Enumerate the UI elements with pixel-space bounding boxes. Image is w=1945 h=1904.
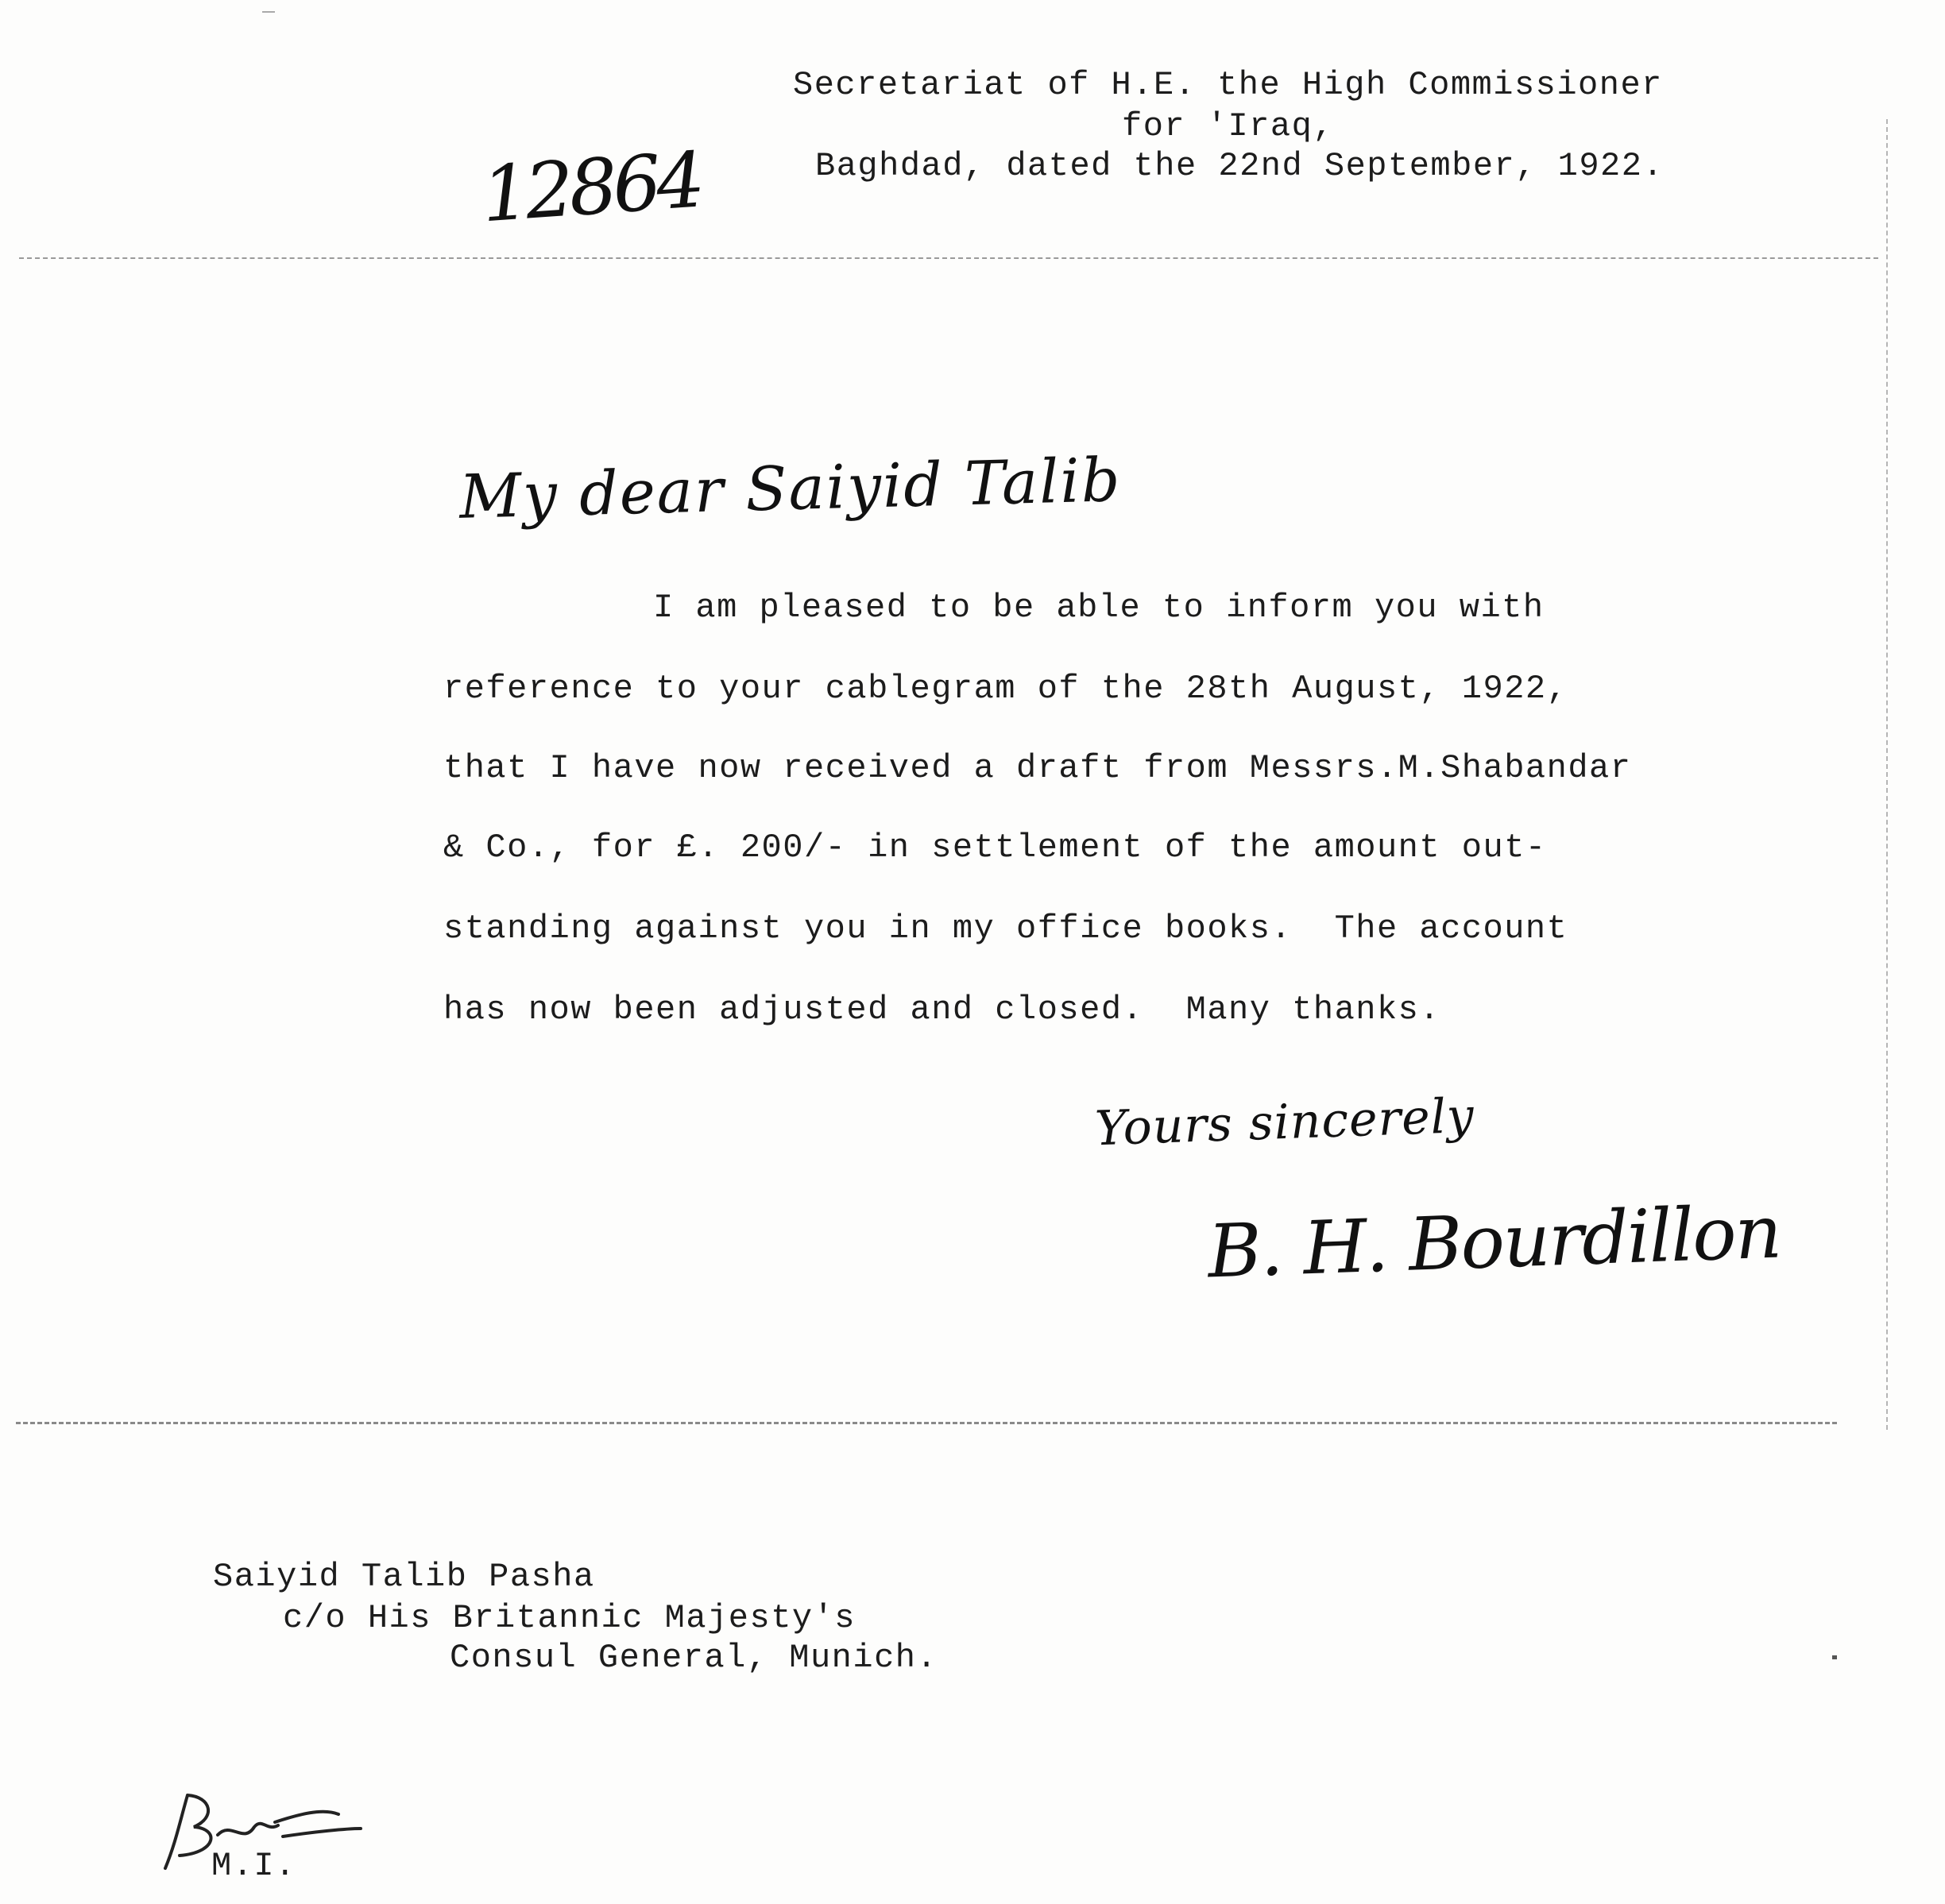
header-line-1: Secretariat of H.E. the High Commissioner (793, 66, 1663, 104)
header-line-2: for 'Iraq, (1122, 107, 1335, 145)
top-left-mark (262, 11, 275, 13)
reference-number: 12864 (478, 135, 703, 240)
header-line-3: Baghdad, dated the 22nd September, 1922. (815, 147, 1665, 185)
footer-initials: M.I. (211, 1847, 296, 1885)
body-line-1: I am pleased to be able to inform you with (653, 589, 1545, 627)
body-line-5: standing against you in my office books. The account (443, 910, 1568, 948)
body-line-3: that I have now received a draft from Messrs.M.Shabandar (443, 749, 1632, 787)
address-line-3: Consul General, Munich. (450, 1639, 938, 1677)
salutation: My dear Saiyid Talib (458, 444, 1123, 532)
signature: B. H. Bourdillon (1206, 1189, 1782, 1295)
address-line-2: c/o His Britannic Majesty's (283, 1599, 856, 1637)
closing: Yours sincerely (1093, 1087, 1475, 1157)
body-line-6: has now been adjusted and closed. Many thanks. (443, 991, 1441, 1029)
body-line-2: reference to your cablegram of the 28th August, 1922, (443, 670, 1568, 708)
right-edge-rule (1886, 119, 1888, 1430)
margin-dot (1832, 1655, 1837, 1659)
address-line-1: Saiyid Talib Pasha (213, 1558, 595, 1596)
upper-dashed-rule (19, 257, 1878, 259)
lower-dashed-rule (16, 1422, 1837, 1424)
body-line-4: & Co., for £. 200/- in settlement of the amount out- (443, 828, 1547, 867)
